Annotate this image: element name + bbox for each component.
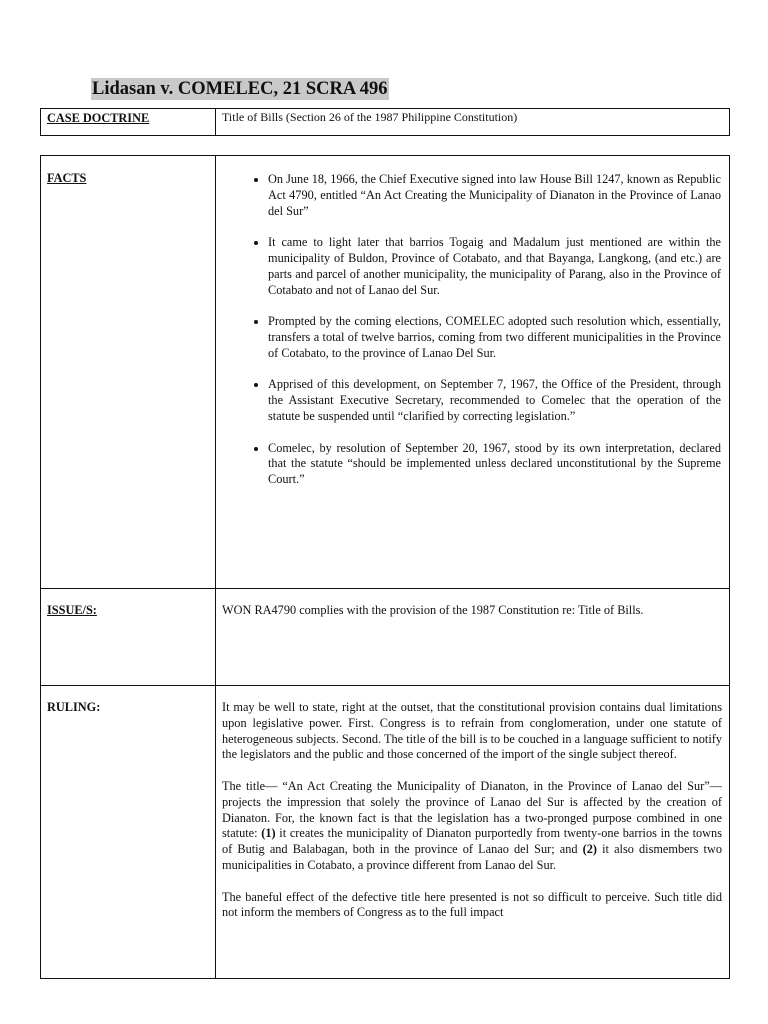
case-doctrine-value: Title of Bills (Section 26 of the 1987 Philippine Constitution) bbox=[216, 109, 730, 136]
issue-label: ISSUE/S: bbox=[41, 589, 216, 686]
list-item: • Apprised of this development, on September 7, 1967, the Office of the President, through the Assistant Executive Secretary, recommended to Comelec that the operation of the statute be suspended until “clarified by correcting legislation.” bbox=[268, 377, 721, 424]
issue-text: WON RA4790 complies with the provision of the 1987 Constitution re: Title of Bills. bbox=[216, 589, 730, 686]
facts-label: FACTS bbox=[41, 156, 216, 589]
list-item: • It came to light later that barrios Togaig and Madalum just mentioned are within the municipality of Buldon, Province of Cotabato, and that Bayanga, Langkong, (and etc.) are parts and parcel of another municipality, the municipality of Parang, also in the Province of Cotabato and not of Lanao del Sur. bbox=[268, 235, 721, 298]
ruling-paragraph-1: It may be well to state, right at the outset, that the constitutional provision contains dual limitations upon legislative power. First. Congress is to refrain from conglomeration, under one statute of heterogeneous subjects. Second. The title of the bill is to be couched in a language sufficient to notify the legislators and the public and those concerned of the import of the single subject thereof. bbox=[222, 700, 722, 762]
list-item: • On June 18, 1966, the Chief Executive signed into law House Bill 1247, known as Republic Act 4790, entitled “An Act Creating the Municipality of Dianaton in the Province of Lanao del Sur” bbox=[268, 172, 721, 219]
ruling-content bbox=[216, 686, 730, 979]
issue-row bbox=[41, 589, 730, 686]
case-doctrine-row bbox=[41, 109, 730, 136]
case-doctrine-table bbox=[40, 108, 730, 136]
case-digest-table bbox=[40, 155, 730, 979]
facts-row bbox=[41, 156, 730, 589]
purpose-marker-1: (1) bbox=[261, 826, 276, 841]
list-item: • Comelec, by resolution of September 20, 1967, stood by its own interpretation, declared that the statute “should be implemented unless declared unconstitutional by the Supreme Court.” bbox=[268, 441, 721, 488]
facts-list bbox=[217, 157, 728, 488]
case-title: Lidasan v. COMELEC, 21 SCRA 496 bbox=[92, 79, 388, 99]
ruling-paragraph-3: The baneful effect of the defective title here presented is not so difficult to perceive. Such title did not inform the members of Congress as to the full impact bbox=[222, 889, 722, 920]
list-item: • Prompted by the coming elections, COMELEC adopted such resolution which, essentially, transfers a total of twelve barrios, coming from two different municipalities in the Province of Cotabato, to the province of Lanao Del Sur. bbox=[268, 314, 721, 361]
purpose-marker-2: (2) bbox=[582, 842, 597, 857]
ruling-row bbox=[41, 686, 730, 979]
ruling-label: RULING: bbox=[41, 686, 216, 979]
facts-content bbox=[216, 156, 730, 589]
case-doctrine-label: CASE DOCTRINE bbox=[41, 109, 216, 136]
ruling-paragraph-2: The title— “An Act Creating the Municipality of Dianaton, in the Province of Lanao del Sur”—projects the impression that solely the province of Lanao del Sur is affected by the creation of Dianaton. For, the known fact is that the legislation has a two-pronged purpose combined in one statute: (1) it creates the municipality of Dianaton purportedly from twenty-one barrios in the towns of Butig and Balabagan, both in the province of Lanao del Sur; and (2) it also dismembers two municipalities in Cotabato, a province different from Lanao del Sur. bbox=[222, 778, 722, 872]
